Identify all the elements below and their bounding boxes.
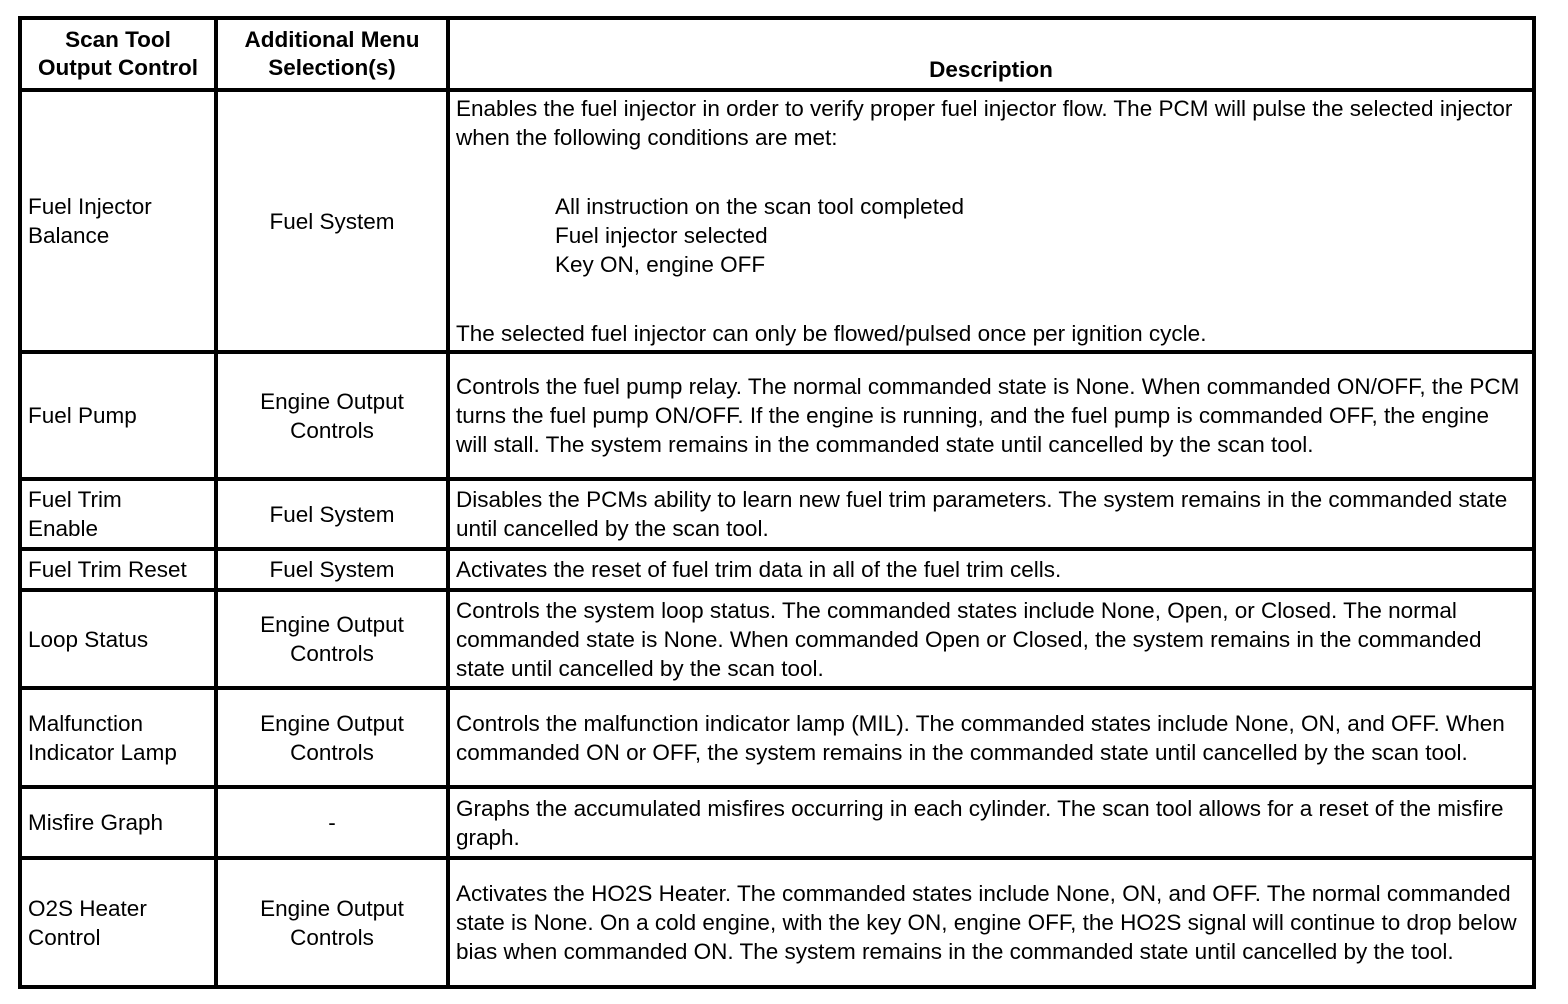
row-output-control: [20, 858, 216, 987]
condition-item: Key ON, engine OFF: [555, 252, 766, 277]
cell-line: Fuel Injector: [28, 194, 152, 219]
cell-line: Balance: [28, 223, 110, 248]
header-line: Output Control: [38, 55, 198, 80]
row-description: Graphs the accumulated misfires occurring in each cylinder. The scan tool allows for a reset of the misfire graph.: [448, 787, 1534, 858]
table-row: [20, 787, 1534, 858]
row-description: [448, 90, 1534, 352]
header-description: [448, 18, 1534, 90]
cell-line: Indicator Lamp: [28, 739, 177, 765]
row-menu-selection: [216, 787, 448, 858]
cell-line: Fuel Trim: [28, 487, 122, 512]
cell-line: Engine Output: [260, 710, 404, 736]
row-output-control: [20, 479, 216, 549]
cell-line: Fuel Trim Reset: [28, 557, 187, 582]
row-description: Disables the PCMs ability to learn new fuel trim parameters. The system remains in the commanded state until cancelled by the scan tool.: [448, 479, 1534, 549]
cell-line: Controls: [290, 739, 374, 765]
conditions-list: [555, 192, 1526, 279]
table-header-row: [20, 18, 1534, 90]
cell-line: Enable: [28, 516, 99, 541]
description-intro: Enables the fuel injector in order to verify proper fuel injector flow. The PCM will pulse the selected injector when the following conditions are met:: [456, 96, 1513, 150]
header-line: Additional Menu: [244, 27, 420, 52]
scan-tool-output-controls-table: [18, 16, 1536, 989]
condition-item: All instruction on the scan tool completed: [555, 194, 964, 219]
row-output-control: [20, 90, 216, 352]
table-row: [20, 479, 1534, 549]
header-scan-tool-output-control: [20, 18, 216, 90]
cell-line: Engine Output: [260, 895, 404, 921]
row-output-control: [20, 688, 216, 787]
table-row: [20, 590, 1534, 688]
row-description: Controls the fuel pump relay. The normal commanded state is None. When commanded ON/OFF, the PCM turns the fuel pump ON/OFF. If the engine is running, and the fuel pump is commanded OFF, the engine will stall. The system remains in the commanded state until cancelled by the scan tool.: [448, 352, 1534, 479]
row-menu-selection: [216, 688, 448, 787]
row-description: Activates the HO2S Heater. The commanded states include None, ON, and OFF. The normal commanded state is None. On a cold engine, with the key ON, engine OFF, the HO2S signal will continue to drop below bias when commanded ON. The system remains in the commanded state until cancelled by the tool.: [448, 858, 1534, 987]
row-description: Controls the malfunction indicator lamp (MIL). The commanded states include None, ON, and OFF. When commanded ON or OFF, the system remains in the commanded state until cancelled by the scan tool.: [448, 688, 1534, 787]
row-description: Activates the reset of fuel trim data in all of the fuel trim cells.: [448, 549, 1534, 590]
cell-line: Fuel System: [269, 208, 395, 234]
cell-line: Malfunction: [28, 710, 144, 736]
description-outro: The selected fuel injector can only be flowed/pulsed once per ignition cycle.: [456, 321, 1207, 346]
row-menu-selection: [216, 352, 448, 479]
table-row: [20, 549, 1534, 590]
cell-line: Controls: [290, 924, 374, 950]
row-output-control: [20, 787, 216, 858]
row-menu-selection: [216, 858, 448, 987]
table-row: [20, 688, 1534, 787]
row-menu-selection: [216, 90, 448, 352]
table-row: [20, 352, 1534, 479]
row-menu-selection: [216, 479, 448, 549]
cell-line: Fuel System: [269, 501, 395, 527]
row-output-control: [20, 549, 216, 590]
cell-line: O2S Heater: [28, 895, 147, 921]
cell-line: Loop Status: [28, 626, 149, 652]
header-additional-menu-selections: [216, 18, 448, 90]
header-line: Scan Tool: [65, 27, 171, 52]
cell-line: Controls: [290, 417, 374, 443]
cell-line: Control: [28, 924, 101, 950]
cell-line: Engine Output: [260, 388, 404, 414]
cell-line: -: [328, 810, 336, 835]
cell-line: Fuel Pump: [28, 403, 137, 428]
table-row: [20, 90, 1534, 352]
header-line: Description: [929, 57, 1053, 82]
cell-line: Misfire Graph: [28, 810, 164, 835]
row-output-control: [20, 590, 216, 688]
header-line: Selection(s): [268, 55, 396, 80]
row-description: Controls the system loop status. The commanded states include None, Open, or Closed. The normal commanded state is None. When commanded Open or Closed, the system remains in the commanded state until cancelled by the scan tool.: [448, 590, 1534, 688]
cell-line: Engine Output: [260, 612, 404, 637]
cell-line: Controls: [290, 641, 374, 666]
condition-item: Fuel injector selected: [555, 223, 768, 248]
row-menu-selection: [216, 590, 448, 688]
row-menu-selection: [216, 549, 448, 590]
table-row: [20, 858, 1534, 987]
cell-line: Fuel System: [269, 557, 395, 582]
row-output-control: [20, 352, 216, 479]
